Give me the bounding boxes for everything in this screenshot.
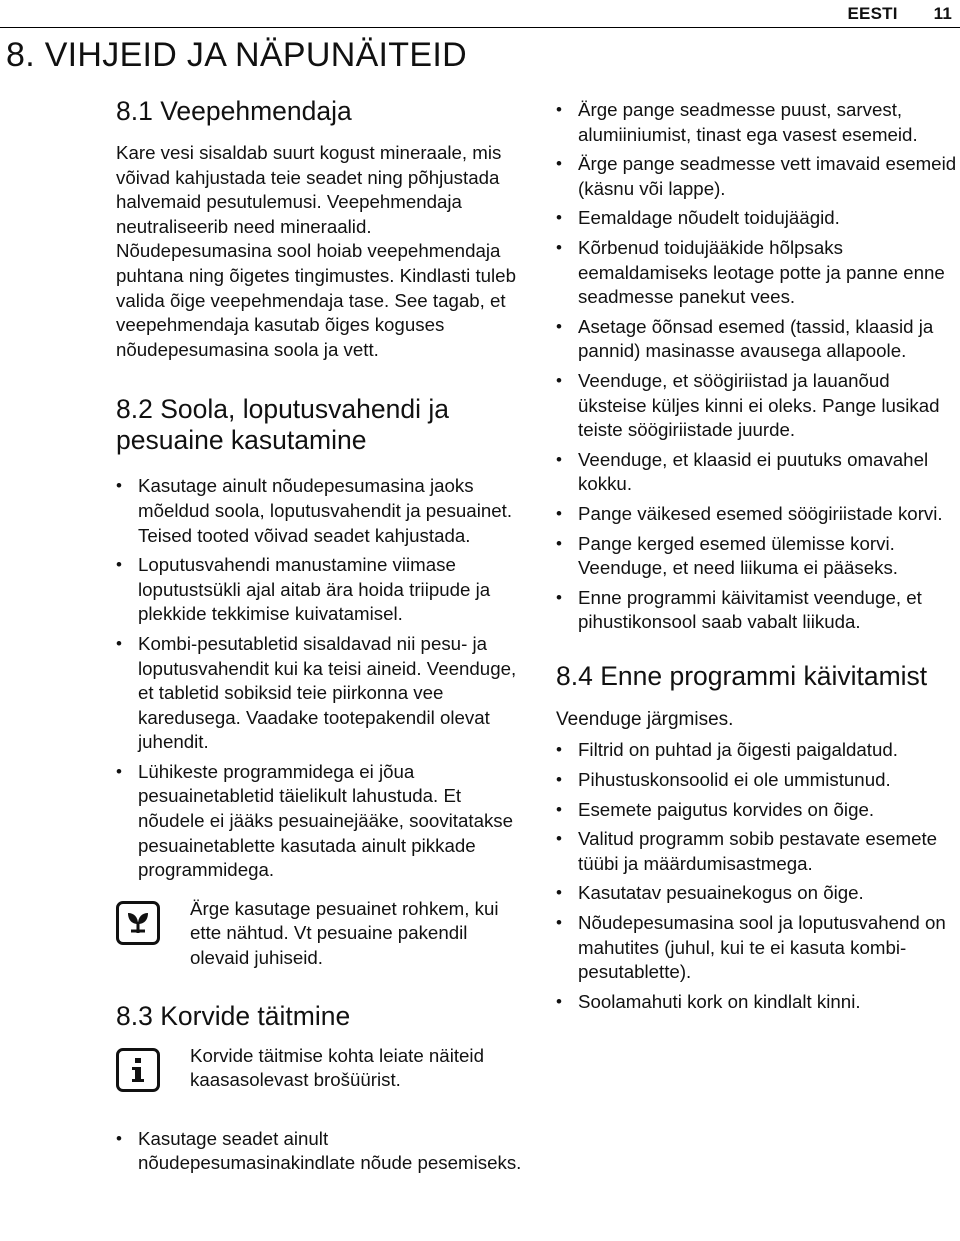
section-8-3-title: 8.3 Korvide täitmine <box>116 1000 351 1031</box>
environment-note-text: Ärge kasutage pesuainet rohkem, kui ette nähtud. Vt pesuaine pakendil olevaid juhiseid. <box>190 897 499 969</box>
list-item: • Pange väikesed esemed söögiriistade korvi. <box>556 502 960 527</box>
info-note-text: Korvide täitmise kohta leiate näiteid kaasasolevast brošüürist. <box>190 1044 484 1091</box>
list-item: • Valitud programm sobib pestavate esemete tüübi ja määrdumisastmega. <box>556 827 960 876</box>
right-column <box>556 98 960 1019</box>
section-8-4-list <box>556 738 960 1014</box>
section-8-1-paragraph: Kare vesi sisaldab suurt kogust mineraale, mis võivad kahjustada teie seadet ning põhjustada halvemaid pesutulemusi. Veepehmendaja neutraliseerib need mineraalid. Nõudepesumasina sool hoiab veepehmendaja puhtana ning õigetes tingimustes. Kindlasti tuleb valida õige veepehmendaja tase. See tagab, et veepehmendaja kasutab õiges koguses nõudepesumasina soola ja vett. <box>116 142 516 360</box>
list-item: • Filtrid on puhtad ja õigesti paigaldatud. <box>556 738 960 763</box>
list-item: • Kasutatav pesuainekogus on õige. <box>556 881 960 906</box>
list-item: • Soolamahuti kork on kindlalt kinni. <box>556 990 960 1015</box>
page-header <box>848 4 953 24</box>
list-item: • Kasutage seadet ainult nõudepesumasinakindlate nõude pesemiseks. <box>116 1127 526 1176</box>
list-item: • Enne programmi käivitamist veenduge, et pihustikonsool saab vabalt liikuda. <box>556 586 960 635</box>
section-8-3-list <box>116 1127 526 1176</box>
header-rule <box>0 27 960 28</box>
list-item: • Pange kerged esemed ülemisse korvi. Veenduge, et need liikuma ei pääseks. <box>556 532 960 581</box>
list-item: • Veenduge, et klaasid ei puutuks omavahel kokku. <box>556 448 960 497</box>
info-note <box>116 1044 526 1093</box>
section-8-4-subtitle: Veenduge järgmises. <box>556 708 734 730</box>
list-item: • Pihustuskonsoolid ei ole ummistunud. <box>556 768 960 793</box>
loading-tips-list <box>556 98 960 635</box>
page-number: 11 <box>933 4 952 23</box>
section-8-1-title: 8.1 Veepehmendaja <box>116 96 352 126</box>
list-item: • Nõudepesumasina sool ja loputusvahend on mahutites (juhul, kui te ei kasuta kombi-pesutablette). <box>556 911 960 985</box>
list-item: • Loputusvahendi manustamine viimase loputustsükli ajal aitab ära hoida triipude ja plekkide tekkimise kuivatamisel. <box>116 553 526 627</box>
left-column <box>116 96 526 1181</box>
chapter-title: 8. VIHJEID JA NÄPUNÄITEID <box>6 36 467 74</box>
list-item: • Lühikeste programmidega ei jõua pesuainetabletid täielikult lahustuda. Et nõudele ei jääks pesuainejääke, soovitatakse pesuainetablette kasutada ainult pikkade programmidega. <box>116 760 526 883</box>
list-item: • Eemaldage nõudelt toidujäägid. <box>556 206 960 231</box>
list-item: • Kombi-pesutabletid sisaldavad nii pesu- ja loputusvahendit kui ka teisi aineid. Veenduge, et tabletid sobiksid teie piirkonna vee karedusega. Vaadake tootepakendil olevat juhendit. <box>116 632 526 755</box>
list-item: • Kasutage ainult nõudepesumasina jaoks mõeldud soola, loputusvahendit ja pesuainet. Teised tooted võivad seadet kahjustada. <box>116 474 526 548</box>
info-icon <box>116 1048 160 1092</box>
section-8-2-title: 8.2 Soola, loputusvahendi ja pesuaine kasutamine <box>116 394 449 456</box>
language-label: EESTI <box>847 4 898 23</box>
list-item: • Asetage õõnsad esemed (tassid, klaasid ja pannid) masinasse avausega allapoole. <box>556 315 960 364</box>
list-item: • Ärge pange seadmesse puust, sarvest, alumiiniumist, tinast ega vasest esemeid. <box>556 98 960 147</box>
list-item: • Esemete paigutus korvides on õige. <box>556 798 960 823</box>
environment-note <box>116 897 526 971</box>
list-item: • Veenduge, et söögiriistad ja lauanõud üksteise küljes kinni ei oleks. Pange lusikad teiste söögiriistade juurde. <box>556 369 960 443</box>
environment-plant-icon <box>116 901 160 945</box>
section-8-4-title: 8.4 Enne programmi käivitamist <box>556 660 928 691</box>
list-item: • Ärge pange seadmesse vett imavaid esemeid (käsnu või lappe). <box>556 152 960 201</box>
section-8-2-list <box>116 474 526 883</box>
list-item: • Kõrbenud toidujääkide hõlpsaks eemaldamiseks leotage potte ja panne enne seadmesse panekut vees. <box>556 236 960 310</box>
